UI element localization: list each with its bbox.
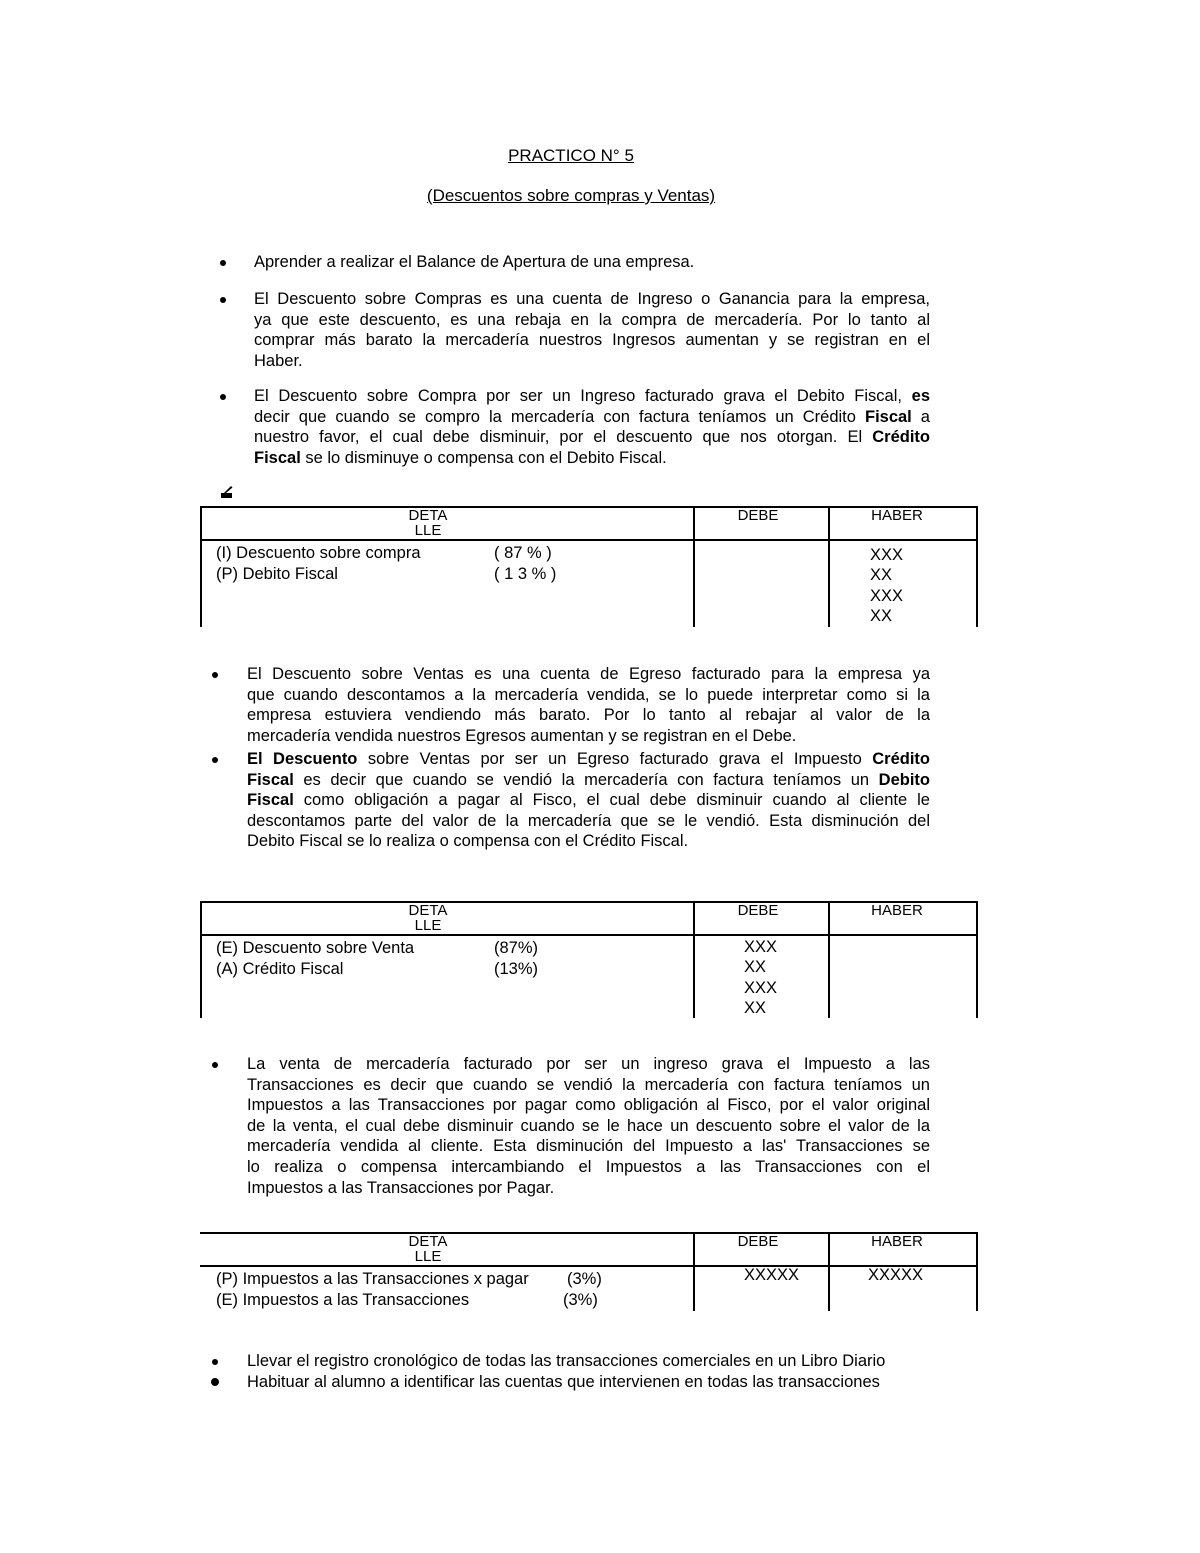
haber-value: XXX bbox=[870, 587, 904, 605]
paragraph-impuesto-transacciones: La venta de mercadería facturado por ser un ingreso grava el Impuesto a las Transacciones es decir que cuando se vendió la mercadería con factura teníamos un Impuestos a las Transacciones por pagar como obligación al Fisco, por el valor original de la venta, el cual debe disminuir cuando se le hace un descuento sobre el valor de la mercadería vendida al cliente. Esta disminución del Impuesto a las' Transacciones se lo realiza o compensa intercambiando el Impuestos a las Transacciones con el Impuestos a las Transacciones por Pagar. bbox=[247, 1055, 930, 1197]
bullet-icon bbox=[212, 1359, 218, 1365]
table-row-pct: (13%) bbox=[494, 960, 539, 978]
haber-value: XX bbox=[870, 607, 893, 625]
paragraph-descuento-compra-debito: El Descuento sobre Compra por ser un Ingreso facturado grava el Debito Fiscal, es decir que cuando se compro la mercadería con factura teníamos un Crédito Fiscal a nuestro favor, el cual debe disminuir, por el descuento que nos otorgan. El Crédito Fiscal se lo disminuye o compensa con el Debito Fiscal. bbox=[254, 387, 930, 467]
table-row-pct: (87%) bbox=[494, 939, 539, 957]
objective-balance: Aprender a realizar el Balance de Apertura de una empresa. bbox=[254, 253, 695, 271]
objective-libro-diario: Llevar el registro cronológico de todas las transacciones comerciales en un Libro Diario bbox=[247, 1352, 886, 1370]
bullet-icon bbox=[212, 1062, 218, 1068]
bullet-icon bbox=[220, 260, 226, 266]
debe-value: XXX bbox=[744, 979, 778, 997]
header-haber: HABER bbox=[871, 902, 923, 919]
page-subtitle: (Descuentos sobre compras y Ventas) bbox=[426, 186, 716, 205]
paragraph-descuento-ventas-credito: El Descuento sobre Ventas por ser un Egreso facturado grava el Impuesto Crédito Fiscal es decir que cuando se vendió la mercadería con factura teníamos un Debito Fiscal como obligación a pagar al Fisco, el cual debe disminuir cuando al cliente le descontamos parte del valor de la mercadería que se le vendió. Esta disminución del Debito Fiscal se lo realiza o compensa con el Crédito Fiscal. bbox=[247, 750, 930, 851]
table-row-pct: ( 87 % ) bbox=[494, 544, 552, 562]
header-haber: HABER bbox=[871, 1233, 923, 1250]
haber-value: XX bbox=[870, 566, 893, 584]
debe-value: XX bbox=[744, 999, 767, 1017]
table-row-detail: (A) Crédito Fiscal bbox=[216, 960, 344, 978]
header-haber: HABER bbox=[871, 507, 923, 524]
debe-value: XX bbox=[744, 958, 767, 976]
haber-value: XXXXX bbox=[868, 1266, 924, 1284]
bullet-icon bbox=[212, 672, 218, 678]
paragraph-line: comprar más barato la mercadería nuestros Ingresos aumentan y se registran en el bbox=[254, 331, 930, 350]
bullet-icon bbox=[211, 1378, 219, 1386]
haber-value: XXX bbox=[870, 546, 904, 564]
table-row-pct: (3%) bbox=[563, 1291, 598, 1309]
table-row-detail: (I) Descuento sobre compra bbox=[216, 544, 421, 562]
table-row-pct: ( 1 3 % ) bbox=[494, 565, 557, 583]
paragraph-line: Haber. bbox=[254, 351, 303, 370]
table-row-detail: (P) Impuestos a las Transacciones x pagar bbox=[216, 1270, 529, 1288]
debe-value: XXXXX bbox=[744, 1266, 800, 1284]
header-debe: DEBE bbox=[737, 902, 779, 919]
paragraph-line: El Descuento sobre Compras es una cuenta de Ingreso o Ganancia para la empresa, bbox=[254, 290, 930, 308]
header-debe: DEBE bbox=[737, 1233, 779, 1250]
pen-icon bbox=[220, 485, 234, 503]
page-title: PRACTICO N° 5 bbox=[508, 146, 634, 165]
paragraph-descuento-ventas: El Descuento sobre Ventas es una cuenta de Egreso facturado para la empresa ya que cuando descontamos a la mercadería vendida, se lo puede interpretar como si la empresa estuviera vendiendo más barato. Por lo tanto al rebajar al valor de la mercadería vendida nuestros Egresos aumentan y se registran en el Debe. bbox=[247, 665, 930, 745]
debe-value: XXX bbox=[744, 938, 778, 956]
bullet-icon bbox=[220, 394, 226, 400]
bullet-icon bbox=[212, 757, 218, 763]
paragraph-descuento-compras bbox=[254, 289, 930, 371]
objective-identificar-cuentas: Habituar al alumno a identificar las cuentas que intervienen en todas las transacciones bbox=[247, 1373, 880, 1391]
header-detalle: DETA LLE bbox=[408, 507, 448, 539]
paragraph-line: ya que este descuento, es una rebaja en la compra de mercadería. Por lo tanto al bbox=[254, 310, 930, 329]
table-row-detail: (P) Debito Fiscal bbox=[216, 565, 338, 583]
header-detalle: DETA LLE bbox=[408, 1233, 448, 1265]
header-detalle: DETA LLE bbox=[408, 902, 448, 934]
bullet-icon bbox=[220, 297, 226, 303]
table-row-detail: (E) Descuento sobre Venta bbox=[216, 939, 415, 957]
header-debe: DEBE bbox=[737, 507, 779, 524]
table-row-pct: (3%) bbox=[567, 1270, 602, 1288]
table-row-detail: (E) Impuestos a las Transacciones bbox=[216, 1291, 470, 1309]
